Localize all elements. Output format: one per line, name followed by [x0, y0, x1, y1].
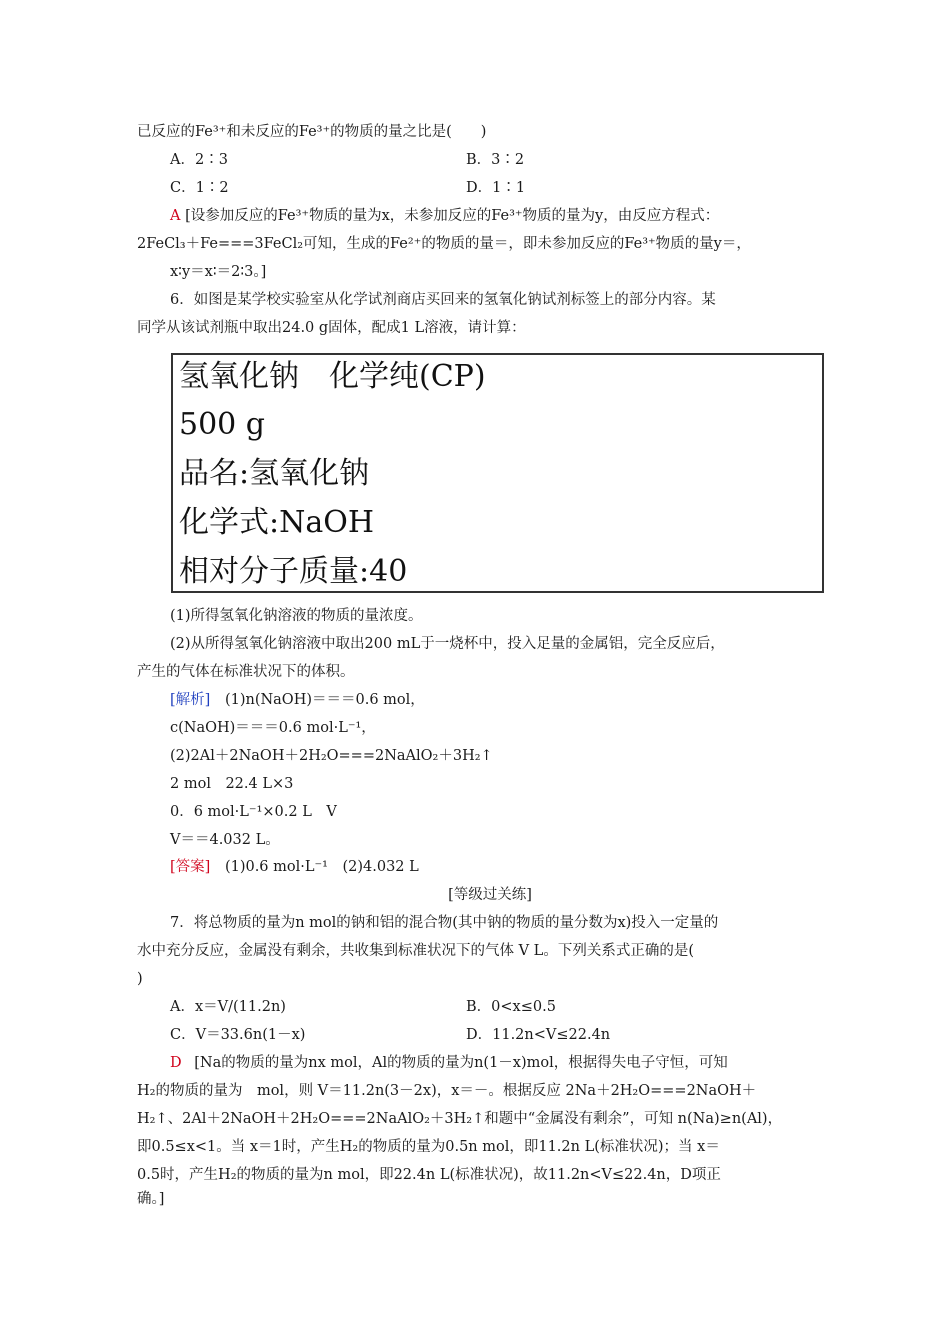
- analysis-text-1: (1)n(NaOH)＝＝＝0.6 mol，: [224, 692, 425, 708]
- q5-stem: 已反应的Fe³⁺和未反应的Fe³⁺的物质的量之比是( ): [137, 124, 487, 140]
- q7-option-a: A．x＝V/(11.2n): [170, 999, 286, 1015]
- q7-solution-line-1: [170, 1053, 728, 1073]
- q6-answer-line: [170, 857, 419, 877]
- q7-solution-line-2: H₂的物质的量为 mol，则 V＝11.2n(3－2x)，x＝－。根据反应 2Na＋2H₂O===2NaOH＋: [137, 1083, 757, 1099]
- analysis-tag: [解析]: [170, 692, 211, 708]
- q6-analysis-line-3: (2)2Al＋2NaOH＋2H₂O===2NaAlO₂＋3H₂↑: [170, 748, 493, 764]
- q5-answer-letter: A: [170, 208, 181, 224]
- q5-option-d: D．1∶1: [466, 180, 526, 196]
- label-line-2: 500 g: [179, 407, 266, 442]
- q6-stem-line-1: 6．如图是某学校实验室从化学试剂商店买回来的氢氧化钠试剂标签上的部分内容。某: [170, 292, 716, 308]
- q5-solution-line-3: x∶y＝x∶＝2∶3。]: [170, 264, 267, 280]
- q7-option-d: D．11.2n<V≤22.4n: [466, 1027, 611, 1043]
- answer-text: (1)0.6 mol·L⁻¹ (2)4.032 L: [224, 859, 419, 875]
- label-line-1: 氢氧化钠 化学纯(CP): [179, 359, 486, 394]
- label-line-4: 化学式:NaOH: [179, 505, 374, 540]
- q5-option-c: C．1∶2: [170, 180, 229, 196]
- q5-solution-line-1: [170, 206, 719, 226]
- q6-part-2-line-1: (2)从所得氢氧化钠溶液中取出200 mL于一烧杯中，投入足量的金属铝，完全反应后，: [170, 636, 725, 652]
- q7-stem-line-2: 水中充分反应，金属没有剩余，共收集到标准状况下的气体 V L。下列关系式正确的是(: [137, 943, 694, 959]
- q7-stem-line-1: 7．将总物质的量为n mol的钠和铝的混合物(其中钠的物质的量分数为x)投入一定量的: [170, 915, 719, 931]
- q7-solution-line-6: 确。]: [137, 1191, 165, 1207]
- q6-analysis-line-1: [170, 690, 425, 710]
- q7-option-b: B．0<x≤0.5: [466, 999, 556, 1015]
- q7-option-c: C．V＝33.6n(1－x): [170, 1027, 306, 1043]
- reagent-label-image: [171, 353, 824, 593]
- q6-part-2-line-2: 产生的气体在标准状况下的体积。: [137, 664, 355, 680]
- q5-option-a: A．2∶3: [170, 152, 228, 168]
- q6-analysis-line-2: c(NaOH)＝＝＝0.6 mol·L⁻¹，: [170, 720, 376, 736]
- q5-solution-line-2: 2FeCl₃＋Fe===3FeCl₂可知，生成的Fe²⁺的物质的量＝，即未参加反应的Fe³⁺物质的量y＝，: [137, 236, 751, 252]
- q7-solution-text-1: [Na的物质的量为nx mol，Al的物质的量为n(1－x)mol，根据得失电子守恒，可知: [194, 1055, 728, 1071]
- q6-analysis-line-6: V＝＝4.032 L。: [170, 832, 280, 848]
- q7-solution-line-5: 0.5时，产生H₂的物质的量为n mol，即22.4n L(标准状况)，故11.2n<V≤22.4n，D项正: [137, 1167, 721, 1183]
- q6-analysis-line-5: 0．6 mol·L⁻¹×0.2 L V: [170, 804, 337, 820]
- q7-answer-letter: D: [170, 1055, 182, 1071]
- label-line-5: 相对分子质量:40: [179, 554, 408, 589]
- q6-part-1: (1)所得氢氧化钠溶液的物质的量浓度。: [170, 608, 423, 624]
- q7-stem-line-3: ): [137, 971, 143, 987]
- label-line-3: 品名:氢氧化钠: [179, 456, 370, 491]
- q7-solution-line-4: 即0.5≤x<1。当 x＝1时，产生H₂的物质的量为0.5n mol，即11.2n L(标准状况)；当 x＝: [137, 1139, 720, 1155]
- q6-analysis-line-4: 2 mol 22.4 L×3: [170, 776, 294, 792]
- q5-option-b: B．3∶2: [466, 152, 525, 168]
- q6-stem-line-2: 同学从该试剂瓶中取出24.0 g固体，配成1 L溶液，请计算：: [137, 320, 526, 336]
- q5-solution-text-1: [设参加反应的Fe³⁺物质的量为x，未参加反应的Fe³⁺物质的量为y，由反应方程式：: [185, 208, 720, 224]
- q7-solution-line-3: H₂↑、2Al＋2NaOH＋2H₂O===2NaAlO₂＋3H₂↑和题中“金属没有剩余”，可知 n(Na)≥n(Al)，: [137, 1111, 783, 1127]
- answer-tag: [答案]: [170, 859, 211, 875]
- section-heading: [等级过关练]: [448, 887, 532, 903]
